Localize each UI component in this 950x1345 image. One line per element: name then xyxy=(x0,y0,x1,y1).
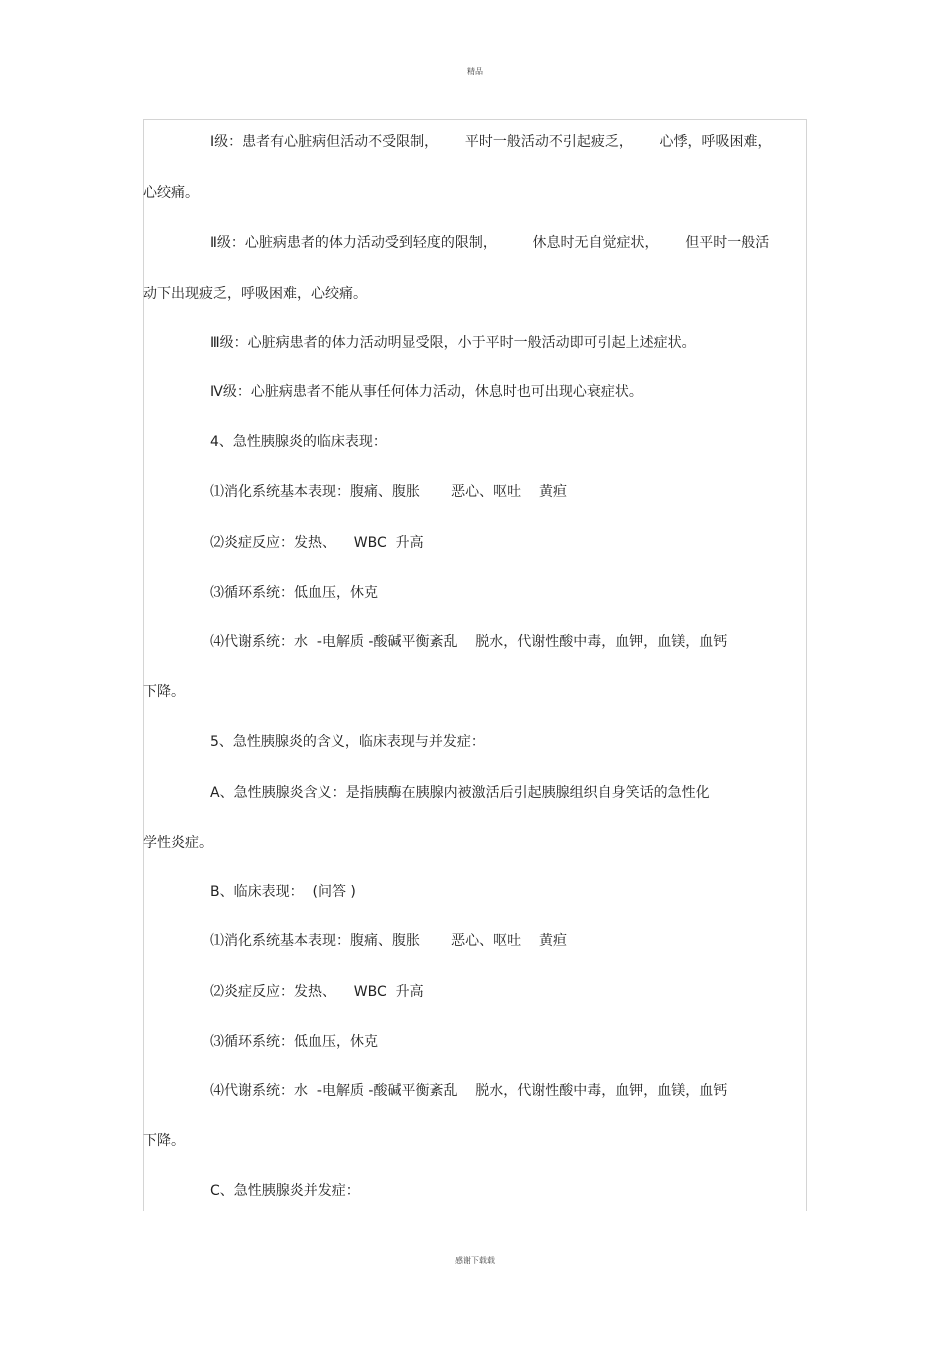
section-4-heading: 4、急性胰腺炎的临床表现： xyxy=(210,434,387,450)
complications-heading: C、急性胰腺炎并发症： xyxy=(210,1183,360,1199)
definition-line-2: 学性炎症。 xyxy=(143,835,213,851)
digestive-line-b: ⑴消化系统基本表现：腹痛、腹胀 恶心、呕吐 黄疸 xyxy=(210,933,567,949)
grade-3-line: Ⅲ级：心脏病患者的体力活动明显受限，小于平时一般活动即可引起上述症状。 xyxy=(210,335,696,351)
grade-1-line-1: Ⅰ级：患者有心脏病但活动不受限制， 平时一般活动不引起疲乏， 心悸，呼吸困难， xyxy=(210,134,772,150)
digestive-line: ⑴消化系统基本表现：腹痛、腹胀 恶心、呕吐 黄疸 xyxy=(210,484,567,500)
metabolism-line-b-2: 下降。 xyxy=(143,1133,185,1149)
definition-line-1: A、急性胰腺炎含义：是指胰酶在胰腺内被激活后引起胰腺组织自身笑话的急性化 xyxy=(210,785,710,801)
clinical-heading: B、临床表现： (问答 ) xyxy=(210,884,356,900)
page-footer: 感谢下载载 xyxy=(455,1256,495,1265)
inflammation-line-b: ⑵炎症反应：发热、 WBC 升高 xyxy=(210,984,424,1000)
metabolism-line-1: ⑷代谢系统：水 -电解质 -酸碱平衡紊乱 脱水，代谢性酸中毒，血钾，血镁，血钙 xyxy=(210,634,728,650)
metabolism-line-2: 下降。 xyxy=(143,684,185,700)
circulation-line-b: ⑶循环系统：低血压，休克 xyxy=(210,1034,378,1050)
circulation-line: ⑶循环系统：低血压，休克 xyxy=(210,585,378,601)
grade-1-line-2: 心绞痛。 xyxy=(143,185,199,201)
grade-2-line-2: 动下出现疲乏，呼吸困难，心绞痛。 xyxy=(143,286,367,302)
page-header: 精品 xyxy=(467,67,483,76)
metabolism-line-b-1: ⑷代谢系统：水 -电解质 -酸碱平衡紊乱 脱水，代谢性酸中毒，血钾，血镁，血钙 xyxy=(210,1083,728,1099)
grade-2-line-1: Ⅱ级：心脏病患者的体力活动受到轻度的限制， 休息时无自觉症状， 但平时一般活 xyxy=(210,235,770,251)
section-5-heading: 5、急性胰腺炎的含义，临床表现与并发症： xyxy=(210,734,485,750)
inflammation-line: ⑵炎症反应：发热、 WBC 升高 xyxy=(210,535,424,551)
grade-4-line: Ⅳ级：心脏病患者不能从事任何体力活动，休息时也可出现心衰症状。 xyxy=(210,384,643,400)
